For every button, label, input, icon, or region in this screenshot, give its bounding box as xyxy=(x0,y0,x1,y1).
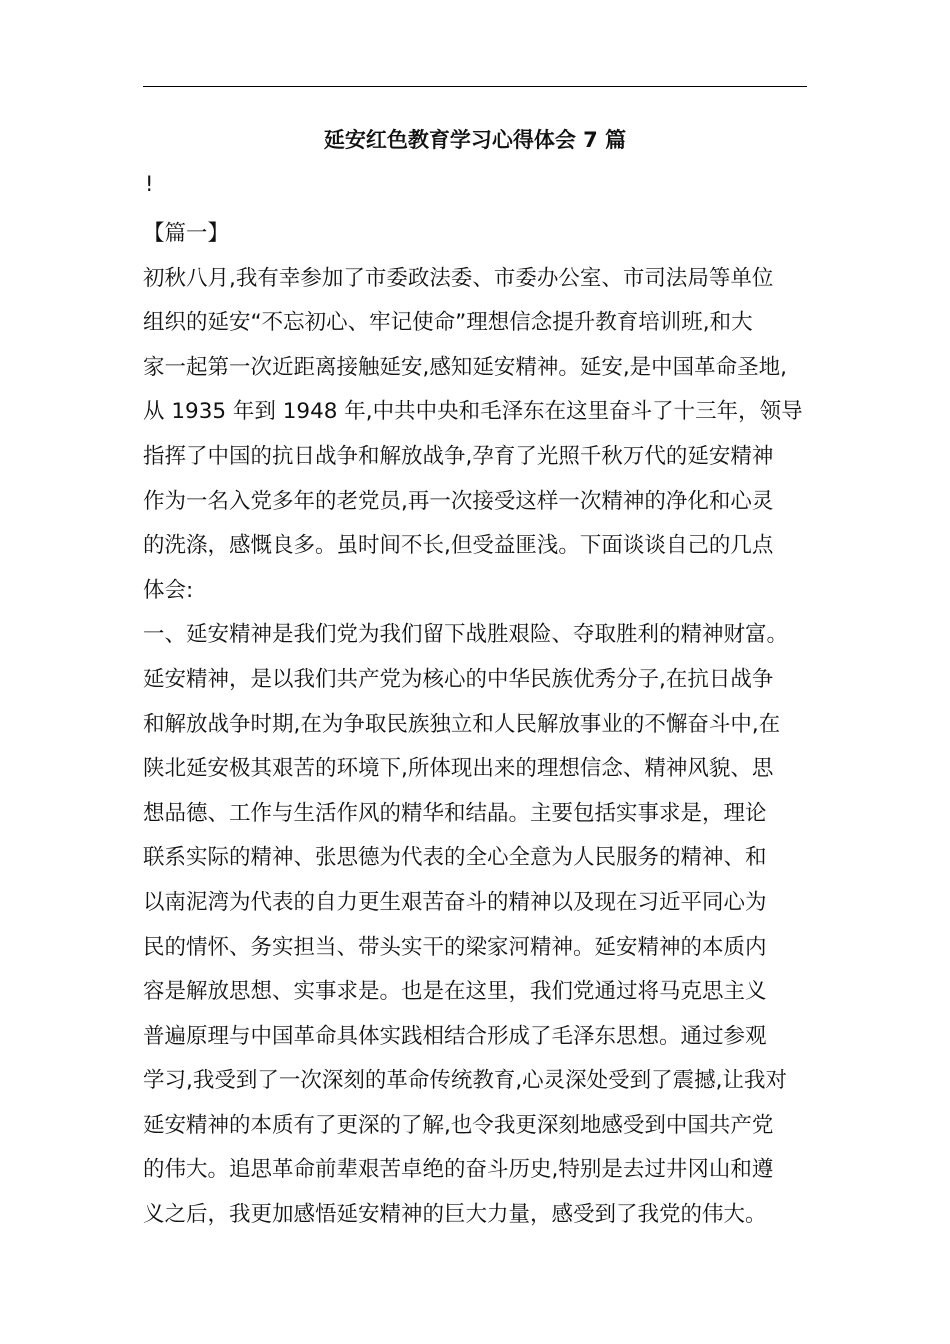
header-rule xyxy=(143,86,807,87)
document-body xyxy=(143,212,815,1238)
document-title: 延安红色教育学习心得体会 7 篇 xyxy=(323,128,627,152)
text-line: 指挥了中国的抗日战争和解放战争,孕育了光照千秋万代的延安精神 xyxy=(143,443,774,469)
text-line: 以南泥湾为代表的自力更生艰苦奋斗的精神以及现在习近平同心为 xyxy=(143,889,767,915)
text-line: 作为一名入党多年的老党员,再一次接受这样一次精神的净化和心灵 xyxy=(143,488,774,514)
text-line: 的洗涤，感慨良多。虽时间不长,但受益匪浅。下面谈谈自己的几点 xyxy=(143,533,774,559)
text-line: 延安精神的本质有了更深的了解,也令我更深刻地感受到中国共产党 xyxy=(143,1112,774,1138)
text-line: 学习,我受到了一次深刻的革命传统教育,心灵深处受到了震撼,让我对 xyxy=(143,1068,788,1094)
text-line: 普遍原理与中国革命具体实践相结合形成了毛泽东思想。通过参观 xyxy=(143,1023,767,1049)
text-line: 想品德、工作与生活作风的精华和结晶。主要包括实事求是，理论 xyxy=(143,800,767,826)
text-line: 容是解放思想、实事求是。也是在这里，我们党通过将马克思主义 xyxy=(143,979,767,1005)
section-heading: 【篇一】 xyxy=(143,221,230,246)
text-line: 组织的延安“不忘初心、牢记使命”理想信念提升教育培训班,和大 xyxy=(143,310,753,336)
text-line: 陕北延安极其艰苦的环境下,所体现出来的理想信念、精神风貌、思 xyxy=(143,756,774,782)
text-line: 从 1935 年到 1948 年,中共中央和毛泽东在这里奋斗了十三年，领导 xyxy=(143,399,803,425)
exclamation-mark: ! xyxy=(145,172,154,196)
text-line: 民的情怀、务实担当、带头实干的梁家河精神。延安精神的本质内 xyxy=(143,934,767,960)
text-line: 体会: xyxy=(143,577,194,603)
text-line: 延安精神，是以我们共产党为核心的中华民族优秀分子,在抗日战争 xyxy=(143,666,774,692)
text-line: 家一起第一次近距离接触延安,感知延安精神。延安,是中国革命圣地, xyxy=(143,354,788,380)
text-line: 的伟大。追思革命前辈艰苦卓绝的奋斗历史,特别是去过井冈山和遵 xyxy=(143,1157,774,1183)
text-line: 义之后，我更加感悟延安精神的巨大力量，感受到了我党的伟大。 xyxy=(143,1202,767,1228)
text-line: 联系实际的精神、张思德为代表的全心全意为人民服务的精神、和 xyxy=(143,845,767,871)
text-line: 初秋八月,我有幸参加了市委政法委、市委办公室、市司法局等单位 xyxy=(143,265,774,291)
text-line: 和解放战争时期,在为争取民族独立和人民解放事业的不懈奋斗中,在 xyxy=(143,711,781,737)
text-line: 一、延安精神是我们党为我们留下战胜艰险、夺取胜利的精神财富。 xyxy=(143,622,789,648)
